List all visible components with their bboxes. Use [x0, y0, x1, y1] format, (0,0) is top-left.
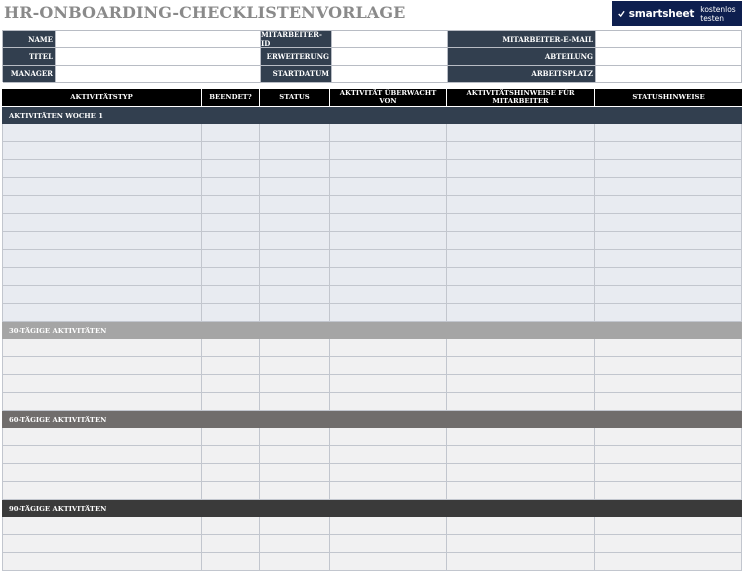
- title-field[interactable]: [56, 48, 261, 65]
- table-cell[interactable]: [330, 178, 447, 196]
- table-cell[interactable]: [2, 482, 202, 500]
- table-cell[interactable]: [2, 178, 202, 196]
- table-cell[interactable]: [330, 232, 447, 250]
- table-cell[interactable]: [202, 286, 260, 304]
- column-header: AKTIVITÄTSTYP: [2, 89, 202, 106]
- table-cell[interactable]: [447, 124, 595, 142]
- employee-id-field[interactable]: [332, 31, 448, 48]
- table-cell[interactable]: [260, 482, 330, 500]
- table-cell[interactable]: [595, 304, 742, 322]
- table-cell[interactable]: [260, 178, 330, 196]
- table-cell[interactable]: [2, 553, 202, 571]
- table-cell[interactable]: [202, 250, 260, 268]
- table-cell[interactable]: [260, 196, 330, 214]
- table-cell[interactable]: [595, 339, 742, 357]
- table-row: [2, 464, 742, 482]
- table-cell[interactable]: [330, 357, 447, 375]
- table-cell[interactable]: [202, 375, 260, 393]
- info-label: STARTDATUM: [261, 66, 332, 83]
- table-cell[interactable]: [330, 446, 447, 464]
- table-cell[interactable]: [260, 357, 330, 375]
- table-cell[interactable]: [330, 304, 447, 322]
- table-cell[interactable]: [595, 124, 742, 142]
- table-cell[interactable]: [2, 517, 202, 535]
- table-cell[interactable]: [595, 286, 742, 304]
- table-row: [2, 339, 742, 357]
- table-cell[interactable]: [330, 482, 447, 500]
- info-row: [3, 31, 742, 48]
- workplace-field[interactable]: [596, 66, 742, 83]
- table-cell[interactable]: [2, 393, 202, 411]
- table-cell[interactable]: [202, 339, 260, 357]
- table-cell[interactable]: [260, 268, 330, 286]
- badge-cta: kostenlos testen: [700, 4, 736, 23]
- table-cell[interactable]: [447, 393, 595, 411]
- table-row: [2, 393, 742, 411]
- table-cell[interactable]: [202, 268, 260, 286]
- table-cell[interactable]: [447, 375, 595, 393]
- table-cell[interactable]: [595, 250, 742, 268]
- table-row: [2, 482, 742, 500]
- start-date-field[interactable]: [332, 66, 448, 83]
- table-cell[interactable]: [2, 196, 202, 214]
- table-cell[interactable]: [202, 464, 260, 482]
- table-cell[interactable]: [447, 553, 595, 571]
- table-cell[interactable]: [202, 178, 260, 196]
- table-cell[interactable]: [330, 124, 447, 142]
- table-cell[interactable]: [595, 232, 742, 250]
- table-cell[interactable]: [595, 517, 742, 535]
- info-label: NAME: [3, 31, 56, 48]
- table-cell[interactable]: [2, 286, 202, 304]
- table-cell[interactable]: [260, 553, 330, 571]
- column-header: STATUSHINWEISE: [632, 92, 705, 101]
- info-label: MANAGER: [3, 66, 56, 83]
- table-cell[interactable]: [2, 142, 202, 160]
- table-cell[interactable]: [260, 232, 330, 250]
- table-cell[interactable]: [447, 428, 595, 446]
- table-cell[interactable]: [2, 357, 202, 375]
- info-label: MITARBEITER-ID: [261, 31, 332, 48]
- table-cell[interactable]: [330, 464, 447, 482]
- table-cell[interactable]: [260, 393, 330, 411]
- info-row: [3, 66, 742, 83]
- table-cell[interactable]: [2, 124, 202, 142]
- table-cell[interactable]: [330, 393, 447, 411]
- table-cell[interactable]: [447, 196, 595, 214]
- table-cell[interactable]: [260, 286, 330, 304]
- table-cell[interactable]: [330, 375, 447, 393]
- table-row: [2, 553, 742, 571]
- table-cell[interactable]: [260, 304, 330, 322]
- page-title: HR-ONBOARDING-CHECKLISTENVORLAGE: [4, 3, 406, 22]
- table-cell[interactable]: [447, 142, 595, 160]
- section-header: 60-TÄGIGE AKTIVITÄTEN: [2, 411, 742, 428]
- table-cell[interactable]: [202, 196, 260, 214]
- table-cell[interactable]: [447, 339, 595, 357]
- column-header: AKTIVITÄTSHINWEISE FÜR MITARBEITER: [447, 89, 595, 106]
- table-cell[interactable]: [447, 250, 595, 268]
- table-cell[interactable]: [202, 214, 260, 232]
- table-cell[interactable]: [595, 428, 742, 446]
- name-field[interactable]: [56, 31, 261, 48]
- table-cell[interactable]: [2, 464, 202, 482]
- table-cell[interactable]: [260, 464, 330, 482]
- table-cell[interactable]: [260, 428, 330, 446]
- table-cell[interactable]: [260, 250, 330, 268]
- table-cell[interactable]: [330, 517, 447, 535]
- table-cell[interactable]: [595, 268, 742, 286]
- table-cell[interactable]: [330, 268, 447, 286]
- table-cell[interactable]: [202, 393, 260, 411]
- table-cell[interactable]: [2, 535, 202, 553]
- table-cell[interactable]: [447, 286, 595, 304]
- table-row: [2, 304, 742, 322]
- table-cell[interactable]: [202, 535, 260, 553]
- table-cell[interactable]: [595, 160, 742, 178]
- table-row: [2, 232, 742, 250]
- table-row: [2, 142, 742, 160]
- table-cell[interactable]: [595, 196, 742, 214]
- table-cell[interactable]: [447, 304, 595, 322]
- table-cell[interactable]: [447, 178, 595, 196]
- table-cell[interactable]: [595, 464, 742, 482]
- table-row: [2, 286, 742, 304]
- table-cell[interactable]: [260, 375, 330, 393]
- table-cell[interactable]: [2, 160, 202, 178]
- table-cell[interactable]: [330, 142, 447, 160]
- section-header: 90-TÄGIGE AKTIVITÄTEN: [2, 500, 742, 517]
- table-cell[interactable]: [202, 142, 260, 160]
- table-cell[interactable]: [202, 482, 260, 500]
- table-cell[interactable]: [447, 232, 595, 250]
- table-cell[interactable]: [202, 446, 260, 464]
- table-cell[interactable]: [595, 446, 742, 464]
- table-row: [2, 250, 742, 268]
- table-cell[interactable]: [202, 160, 260, 178]
- table-cell[interactable]: [2, 232, 202, 250]
- table-cell[interactable]: [447, 464, 595, 482]
- table-cell[interactable]: [260, 160, 330, 178]
- table-cell[interactable]: [595, 142, 742, 160]
- table-cell[interactable]: [202, 357, 260, 375]
- info-row: [3, 48, 742, 65]
- info-label: ARBEITSPLATZ: [448, 66, 596, 83]
- table-row: [2, 517, 742, 535]
- table-cell[interactable]: [447, 160, 595, 178]
- table-cell[interactable]: [2, 214, 202, 232]
- table-cell[interactable]: [2, 304, 202, 322]
- table-cell[interactable]: [595, 178, 742, 196]
- section-header: AKTIVITÄTEN WOCHE 1: [2, 107, 742, 124]
- table-cell[interactable]: [2, 446, 202, 464]
- section-header: 30-TÄGIGE AKTIVITÄTEN: [2, 322, 742, 339]
- table-cell[interactable]: [330, 160, 447, 178]
- table-cell[interactable]: [595, 393, 742, 411]
- table-cell[interactable]: [260, 446, 330, 464]
- table-row: [2, 428, 742, 446]
- table-cell[interactable]: [595, 553, 742, 571]
- table-cell[interactable]: [447, 446, 595, 464]
- table-row: [2, 196, 742, 214]
- table-cell[interactable]: [330, 214, 447, 232]
- table-cell[interactable]: [447, 268, 595, 286]
- table-cell[interactable]: [447, 214, 595, 232]
- table-row: [2, 375, 742, 393]
- info-label: MITARBEITER-E-MAIL: [448, 31, 596, 48]
- table-cell[interactable]: [2, 250, 202, 268]
- table-cell[interactable]: [260, 124, 330, 142]
- department-field[interactable]: [596, 48, 742, 65]
- employee-email-field[interactable]: [596, 31, 742, 48]
- table-cell[interactable]: [202, 553, 260, 571]
- table-cell[interactable]: [202, 428, 260, 446]
- table-cell[interactable]: [330, 286, 447, 304]
- table-cell[interactable]: [260, 339, 330, 357]
- info-label: ABTEILUNG: [448, 48, 596, 65]
- table-row: [2, 178, 742, 196]
- table-cell[interactable]: [447, 517, 595, 535]
- table-cell[interactable]: [330, 535, 447, 553]
- table-cell[interactable]: [447, 357, 595, 375]
- manager-field[interactable]: [56, 66, 261, 83]
- table-cell[interactable]: [330, 196, 447, 214]
- table-cell[interactable]: [595, 535, 742, 553]
- smartsheet-badge[interactable]: [612, 1, 742, 26]
- table-row: [2, 268, 742, 286]
- table-header: [2, 89, 742, 106]
- smartsheet-logo-icon: [618, 9, 625, 19]
- table-cell[interactable]: [260, 535, 330, 553]
- table-cell[interactable]: [2, 268, 202, 286]
- table-cell[interactable]: [260, 142, 330, 160]
- table-row: [2, 160, 742, 178]
- employee-info-block: [2, 30, 742, 82]
- table-cell[interactable]: [260, 214, 330, 232]
- badge-brand: smartsheet: [628, 7, 695, 20]
- table-cell[interactable]: [202, 124, 260, 142]
- column-header: STATUS: [260, 89, 330, 106]
- table-cell[interactable]: [595, 357, 742, 375]
- table-cell[interactable]: [330, 250, 447, 268]
- table-row: [2, 357, 742, 375]
- table-cell[interactable]: [2, 339, 202, 357]
- table-row: [2, 214, 742, 232]
- table-cell[interactable]: [260, 517, 330, 535]
- table-row: [2, 124, 742, 142]
- table-cell[interactable]: [202, 517, 260, 535]
- table-cell[interactable]: [330, 553, 447, 571]
- table-cell[interactable]: [330, 339, 447, 357]
- table-cell[interactable]: [447, 482, 595, 500]
- column-header: BEENDET?: [202, 89, 260, 106]
- table-cell[interactable]: [595, 214, 742, 232]
- info-label: ERWEITERUNG: [261, 48, 332, 65]
- table-cell[interactable]: [595, 375, 742, 393]
- column-header: AKTIVITÄT ÜBERWACHT VON: [330, 89, 447, 106]
- table-cell[interactable]: [2, 428, 202, 446]
- info-label: TITEL: [3, 48, 56, 65]
- extension-field[interactable]: [332, 48, 448, 65]
- table-row: [2, 446, 742, 464]
- table-cell[interactable]: [202, 232, 260, 250]
- table-cell[interactable]: [202, 304, 260, 322]
- table-row: [2, 535, 742, 553]
- table-cell[interactable]: [2, 375, 202, 393]
- table-cell[interactable]: [447, 535, 595, 553]
- table-cell[interactable]: [595, 482, 742, 500]
- table-cell[interactable]: [330, 428, 447, 446]
